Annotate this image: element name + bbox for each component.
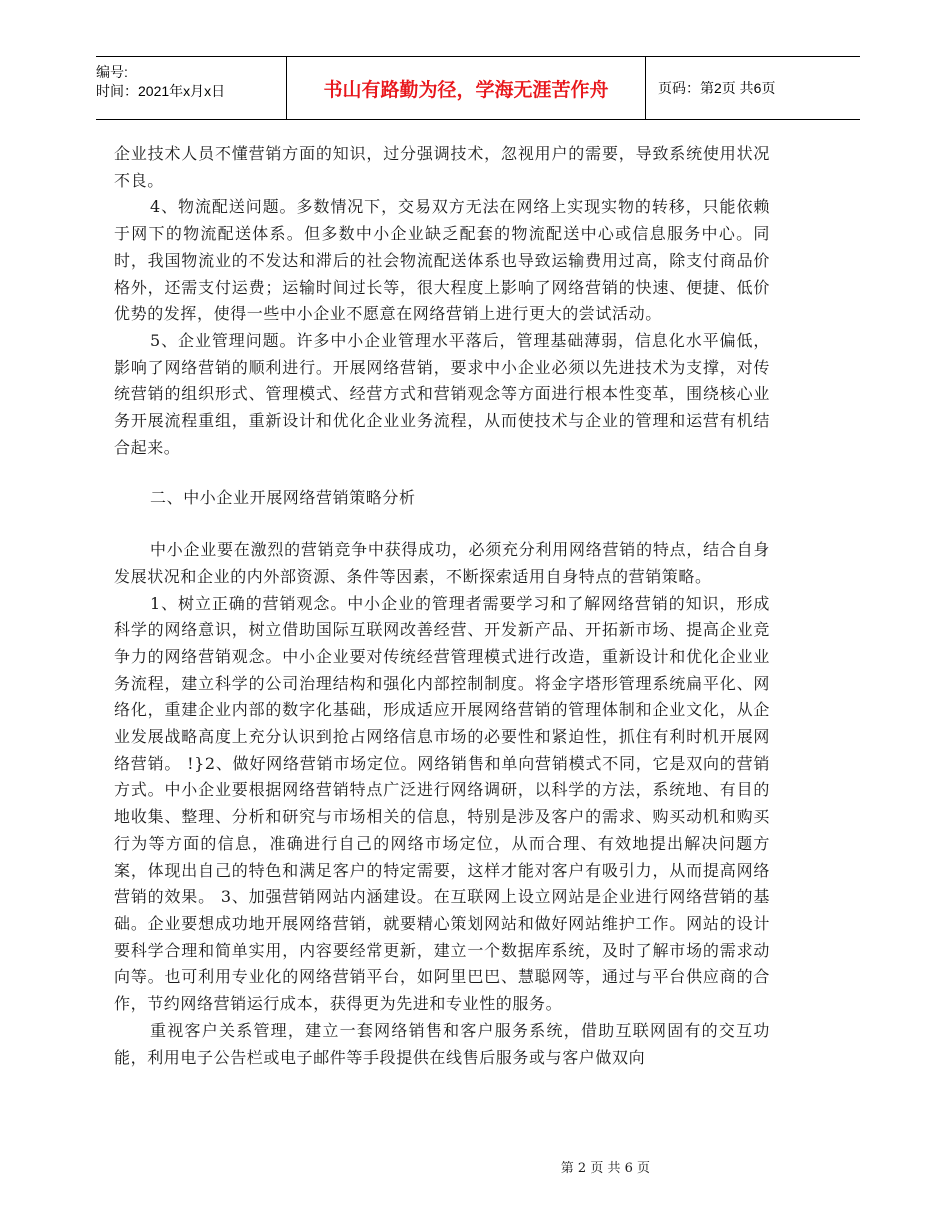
page-header bbox=[96, 56, 860, 120]
paragraph-continued: 企业技术人员不懂营销方面的知识，过分强调技术，忽视用户的需要，导致系统使用状况不良。 bbox=[114, 144, 770, 190]
paragraph-crm: 重视客户关系管理，建立一套网络销售和客户服务系统，借助互联网固有的交互功能，利用电子公告栏或电子邮件等手段提供在线售后服务或与客户做双向 bbox=[114, 1020, 770, 1067]
page-footer: 第 2 页 共 6 页 bbox=[560, 1161, 650, 1176]
document-date: 时间：2021年x月x日 bbox=[96, 83, 226, 99]
paragraph-logistics: 4、物流配送问题。多数情况下，交易双方无法在网络上实现实物的转移，只能依赖于网下的物流配送体系。但多数中小企业缺乏配套的物流配送中心或信息服务中心。同时，我国物流业的不发达和滞后的社会物流配送体系也导致运输费用过高，除支付商品价格外，还需支付运费；运输时间过长等，很大程度上影响了网络营销的快速、便捷、低价优势的发挥，使得一些中小企业不愿意在网络营销上进行更大的尝试活动。 bbox=[114, 197, 770, 324]
section-heading: 二、中小企业开展网络营销策略分析 bbox=[150, 488, 416, 508]
paragraph-management: 5、企业管理问题。许多中小企业管理水平落后，管理基础薄弱，信息化水平偏低，影响了网络营销的顺利进行。开展网络营销，要求中小企业必须以先进技术为支撑，对传统营销的组织形式、管理模式、经营方式和营销观念等方面进行根本性变革，围绕核心业务开展流程重组，重新设计和优化企业业务流程，从而使技术与企业的管理和运营有机结合起来。 bbox=[114, 330, 770, 457]
document-number-label: 编号: bbox=[96, 64, 128, 80]
paragraph-intro: 中小企业要在激烈的营销竞争中获得成功，必须充分利用网络营销的特点，结合自身发展状况和企业的内外部资源、条件等因素，不断探索适用自身特点的营销策略。 bbox=[114, 540, 770, 586]
header-meta bbox=[96, 57, 286, 119]
paragraph-strategies: 1、树立正确的营销观念。中小企业的管理者需要学习和了解网络营销的知识，形成科学的网络意识，树立借助国际互联网改善经营、开发新产品、开拓新市场、提高企业竞争力的网络营销观念。中小企业要对传统经营管理模式进行改造，重新设计和优化企业业务流程，建立科学的公司治理结构和强化内部控制制度。将金字塔形管理系统扁平化、网络化，重建企业内部的数字化基础，形成适应开展网络营销的管理体制和企业文化，从企业发展战略高度上充分认识到抢占网络信息市场的必要性和紧迫性，抓住有利时机开展网络营销。 !}2、做好网络营销市场定位。网络销售和单向营销模式不同，它是双向的营销方式。中小企业要根据网络营销特点广泛进行网络调研，以科学的方法，系统地、有目的地收集、整理、分析和研究与市场相关的信息，特别是涉及客户的需求、购买动机和购买行为等方面的信息，准确进行自己的网络市场定位，从而合理、有效地提出解决问题方案，体现出自己的特色和满足客户的特定需要，这样才能对客户有吸引力，从而提高网络营销的效果。 3、加强营销网站内涵建设。在互联网上设立网站是企业进行网络营销的基础。企业要想成功地开展网络营销，就要精心策划网站和做好网站维护工作。网站的设计要科学合理和简单实用，内容要经常更新，建立一个数据库系统，及时了解市场的需求动向等。也可利用专业化的网络营销平台，如阿里巴巴、慧聪网等，通过与平台供应商的合作，节约网络营销运行成本，获得更为先进和专业性的服务。 bbox=[114, 593, 770, 1014]
header-motto: 书山有路勤为径，学海无涯苦作舟 bbox=[286, 57, 646, 119]
document-body bbox=[114, 141, 770, 1071]
header-page-info: 页码：第2页 共6页 bbox=[658, 80, 776, 96]
